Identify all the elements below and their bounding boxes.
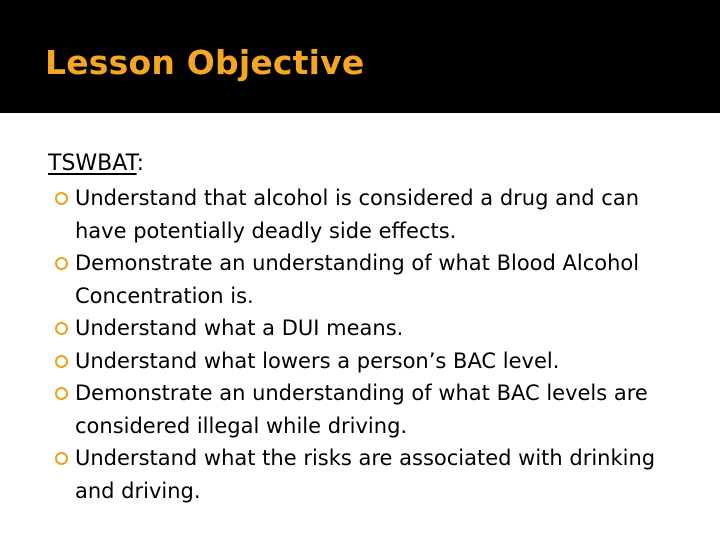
circle-outline-bullet-icon (55, 257, 68, 270)
slide-title: Lesson Objective (45, 43, 365, 82)
objective-text: Understand what lowers a person’s BAC level. (75, 348, 560, 373)
circle-outline-bullet-icon (55, 322, 68, 335)
objective-text: Demonstrate an understanding of what Blood Alcohol Concentration is. (75, 251, 640, 308)
objective-item (48, 345, 688, 378)
subheading-colon: : (136, 151, 145, 176)
subheading-label: TSWBAT (48, 151, 137, 176)
objective-text: Demonstrate an understanding of what BAC levels are considered illegal while driving. (75, 381, 648, 438)
objective-item (48, 442, 688, 507)
slide-content (48, 146, 688, 507)
objective-text: Understand what the risks are associated with drinking and driving. (75, 446, 656, 503)
objective-item (48, 182, 688, 247)
subheading (48, 146, 688, 182)
circle-outline-bullet-icon (55, 192, 68, 205)
title-bar (0, 0, 720, 113)
objective-item (48, 247, 688, 312)
circle-outline-bullet-icon (55, 452, 68, 465)
circle-outline-bullet-icon (55, 387, 68, 400)
objective-text: Understand that alcohol is considered a drug and can have potentially deadly side effects. (75, 186, 640, 243)
objective-text: Understand what a DUI means. (75, 316, 404, 340)
objective-item (48, 377, 688, 442)
circle-outline-bullet-icon (55, 355, 68, 368)
objectives-list (48, 182, 688, 507)
objective-item (48, 312, 688, 345)
